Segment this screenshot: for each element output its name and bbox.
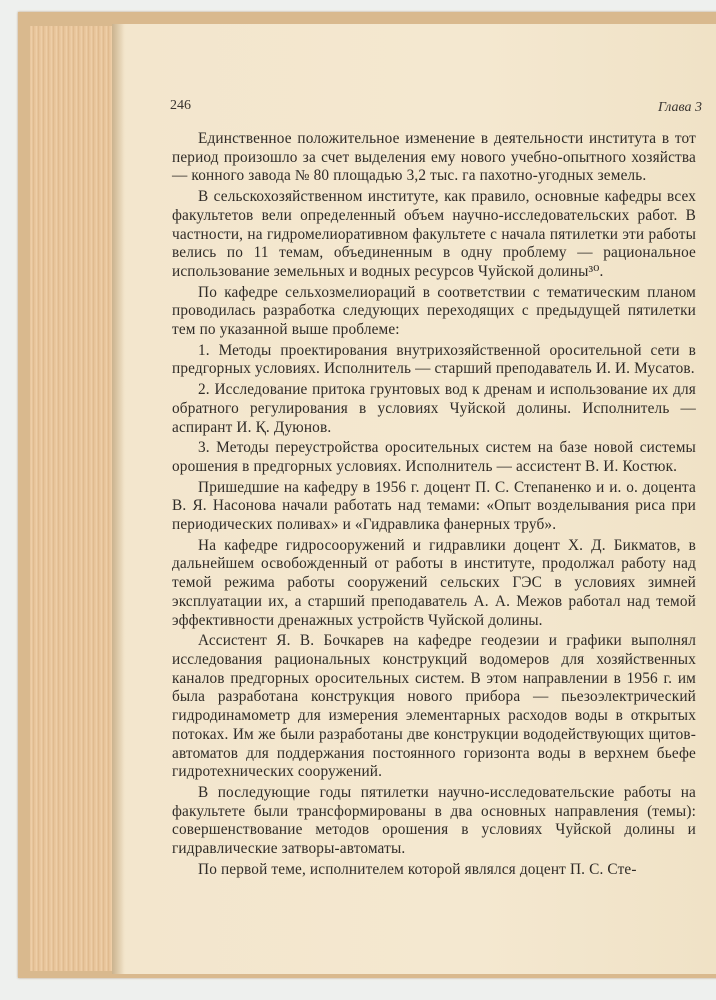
page-stack-edges	[30, 26, 120, 971]
page-gutter-shadow	[112, 24, 124, 974]
body-text	[172, 130, 696, 881]
paragraph: На кафедре гидросооружений и гидравлики доцент Х. Д. Бикматов, в дальнейшем освобожденный от работы в институте, продолжал работу над темой режима работы сооружений сельских ГЭС в условиях зимней эксплуатации их, а старший преподаватель А. А. Межов работал над темой эффективности дренажных устройств Чуйской долины.	[172, 536, 696, 629]
paragraph: Пришедшие на кафедру в 1956 г. доцент П. С. Степаненко и и. о. доцента В. Я. Насонова начали работать над темами: «Опыт возделывания риса при периодических поливах» и «Гидравлика фанерных труб».	[172, 478, 696, 534]
paragraph: В сельскохозяйственном институте, как правило, основные кафедры всех факультетов вели определенный объем научно-исследовательских работ. В частности, на гидромелиоративном факультете с начала пятилетки эти работы велись по 11 темам, объединенным в одну проблему — рациональное использование земельных и водных ресурсов Чуйской долины³⁰.	[172, 188, 696, 280]
paragraph: Ассистент Я. В. Бочкарев на кафедре геодезии и графики выполнял исследования рациональных конструкций водомеров для хозяйственных каналов предгорных оросительных систем. В этом направлении в 1956 г. им была разработана конструкция нового прибора — пьезоэлектрический гидродинамометр для измерения элементарных расходов воды в открытых потоках. Им же были разработаны две конструкции вододействующих щитов-автоматов для поддержания постоянного горизонта воды в верхнем бьефе гидротехнических сооружений.	[172, 632, 696, 781]
chapter-title: Глава 3	[658, 100, 702, 115]
paragraph: 1. Методы проектирования внутрихозяйственной оросительной сети в предгорных условиях. Исполнитель — старший преподаватель И. И. Мусатов.	[172, 341, 696, 378]
paragraph: 3. Методы переустройства оросительных систем на базе новой системы орошения в предгорных условиях. Исполнитель — ассистент В. И. Костюк.	[172, 439, 696, 475]
paragraph: По кафедре сельхозмелиораций в соответствии с тематическим планом проводилась разработка следующих переходящих с предыдущей пятилетки тем по указанной выше проблеме:	[172, 283, 696, 339]
paragraph: 2. Исследование притока грунтовых вод к дренам и использование их для обратного регулирования в условиях Чуйской долины. Исполнитель — аспирант И. Қ. Дуюнов.	[172, 381, 696, 436]
page-number: 246	[170, 98, 191, 113]
paragraph: В последующие годы пятилетки научно-исследовательские работы на факультете были трансформированы в два основных направления (темы): совершенствование методов орошения в условиях Чуйской долины и гидравлические затворы-автоматы.	[172, 783, 696, 858]
running-header	[170, 98, 710, 118]
paragraph: По первой теме, исполнителем которой являлся доцент П. С. Сте-	[198, 860, 637, 878]
paragraph: Единственное положительное изменение в деятельности института в тот период произошло за счет выделения ему нового учебно-опытного хозяйства — конного завода № 80 площадью 3,2 тыс. га пахотно-угодных земель.	[172, 130, 696, 185]
